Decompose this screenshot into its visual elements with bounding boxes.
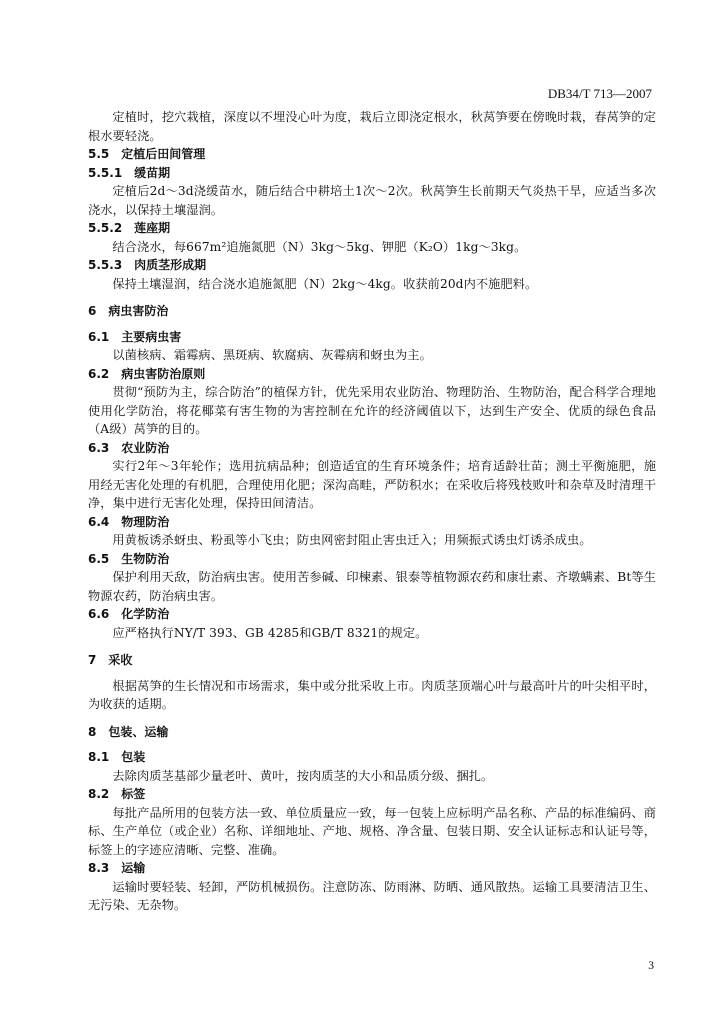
paragraph: 定植时，挖穴栽植，深度以不埋没心叶为度，栽后立即浇定根水，秋莴笋要在傍晚时栽，春莴笋的定根水要轻浇。 [88,110,656,143]
section-heading-8-2: 8.2 标签 [88,787,146,801]
paragraph: 去除肉质茎基部少量老叶、黄叶，按肉质茎的大小和品质分级、捆扎。 [112,768,494,783]
section-heading-6-2: 6.2 病虫害防治原则 [88,366,206,381]
document-id: DB34/T 713—2007 [547,86,652,101]
section-heading-5-5: 5.5 定植后田间管理 [88,147,206,161]
section-heading-7: 7 采收 [88,653,133,667]
paragraph: 根据莴笋的生长情况和市场需求，集中或分批采收上市。肉质茎顶端心叶与最高叶片的叶尖相平时，为收获的适期。 [88,678,656,711]
page-number: 3 [648,960,654,972]
paragraph: 保持土壤湿润，结合浇水追施氮肥（N）2kg～4kg。收获前20d内不施肥料。 [112,276,538,291]
section-heading-6: 6 病虫害防治 [88,304,169,318]
section-heading-5-5-3: 5.5.3 肉质茎形成期 [88,258,207,272]
section-heading-8: 8 包装、运输 [88,724,169,739]
section-heading-6-5: 6.5 生物防治 [88,551,170,566]
paragraph: 应严格执行NY/T 393、GB 4285和GB/T 8321的规定。 [112,625,428,640]
paragraph: 以菌核病、霜霉病、黑斑病、软腐病、灰霉病和蚜虫为主。 [112,348,432,362]
section-heading-6-4: 6.4 物理防治 [88,514,170,529]
paragraph: 实行2年～3年轮作；选用抗病品种；创造适宜的生育环境条件；培育适龄壮苗；测土平衡施肥，施用经无害化处理的有机肥，合理使用化肥；深沟高畦，严防积水；在采收后将残枝败叶和杂草及时清理干净，集中进行无害化处理，保持田间清洁。 [88,459,656,510]
paragraph: 用黄板诱杀蚜虫、粉虱等小飞虫；防虫网密封阻止害虫迁入；用频振式诱虫灯诱杀成虫。 [112,533,592,547]
paragraph: 每批产品所用的包装方法一致、单位质量应一致，每一包装上应标明产品名称、产品的标准编码、商标、生产单位（或企业）名称、详细地址、产地、规格、净含量、包装日期、安全认证标志和认证号等，标签上的字迹应清晰、完整、准确。 [88,805,656,857]
page-content [88,108,656,915]
paragraph: 保护利用天敌，防治病虫害。使用苦参碱、印楝素、银泰等植物源农药和康壮素、齐墩螨素、Bt等生物源农药，防治病虫害。 [88,570,656,603]
paragraph: 贯彻“预防为主，综合防治”的植保方针，优先采用农业防治、物理防治、生物防治，配合科学合理地使用化学防治，将花椰菜有害生物的为害控制在允许的经济阈值以下，达到生产安全、优质的绿色食品（A级）莴笋的目的。 [88,385,656,436]
section-heading-6-6: 6.6 化学防治 [88,607,170,621]
paragraph: 定植后2d～3d浇缓苗水，随后结合中耕培土1次～2次。秋莴笋生长前期天气炎热干旱，应适当多次浇水，以保持土壤湿润。 [88,184,656,217]
section-heading-5-5-1: 5.5.1 缓苗期 [88,165,171,180]
section-heading-5-5-2: 5.5.2 莲座期 [88,221,171,235]
paragraph: 结合浇水，每667m²追施氮肥（N）3kg～5kg、钾肥（K₂O）1kg～3kg。 [112,239,527,254]
section-heading-8-1: 8.1 包装 [88,750,146,764]
section-heading-6-1: 6.1 主要病虫害 [88,329,182,344]
section-heading-8-3: 8.3 运输 [88,861,146,875]
paragraph: 运输时要轻装、轻卸，严防机械损伤。注意防冻、防雨淋、防晒、通风散热。运输工具要清洁卫生、无污染、无杂物。 [88,879,656,912]
section-heading-6-3: 6.3 农业防治 [88,440,170,455]
